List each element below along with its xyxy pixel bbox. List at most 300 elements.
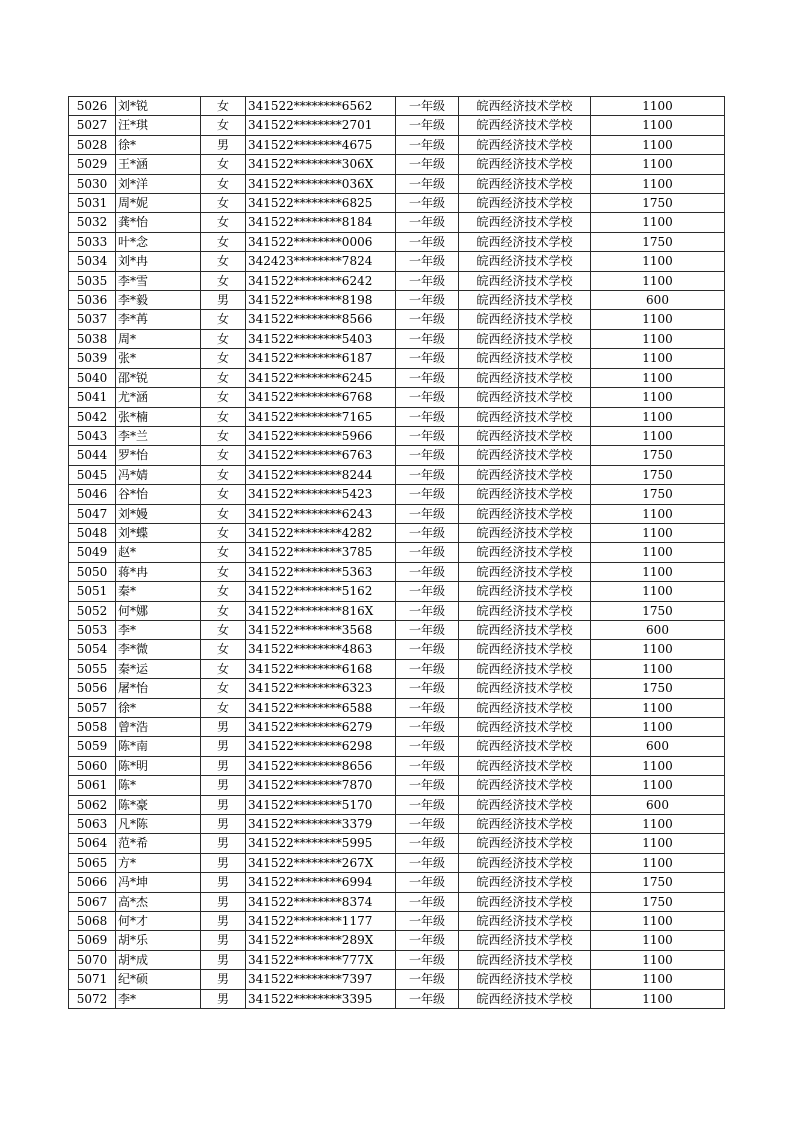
table-row bbox=[69, 970, 725, 989]
cell-gender: 女 bbox=[201, 426, 246, 445]
cell-amount: 1100 bbox=[591, 155, 725, 174]
cell-amount: 1100 bbox=[591, 388, 725, 407]
cell-serial: 5037 bbox=[69, 310, 116, 329]
cell-id-number: 341522********8374 bbox=[246, 892, 396, 911]
cell-amount: 1100 bbox=[591, 543, 725, 562]
cell-serial: 5053 bbox=[69, 620, 116, 639]
cell-name: 曾*浩 bbox=[116, 718, 201, 737]
cell-serial: 5039 bbox=[69, 349, 116, 368]
cell-serial: 5032 bbox=[69, 213, 116, 232]
cell-name: 尤*涵 bbox=[116, 388, 201, 407]
cell-id-number: 341522********2701 bbox=[246, 116, 396, 135]
cell-amount: 1100 bbox=[591, 504, 725, 523]
cell-gender: 女 bbox=[201, 504, 246, 523]
cell-grade: 一年级 bbox=[396, 659, 459, 678]
cell-amount: 1100 bbox=[591, 213, 725, 232]
cell-id-number: 341522********5966 bbox=[246, 426, 396, 445]
cell-id-number: 341522********5423 bbox=[246, 485, 396, 504]
cell-id-number: 341522********6994 bbox=[246, 873, 396, 892]
cell-school: 皖西经济技术学校 bbox=[459, 446, 591, 465]
cell-gender: 男 bbox=[201, 912, 246, 931]
cell-name: 秦* bbox=[116, 582, 201, 601]
cell-id-number: 341522********5995 bbox=[246, 834, 396, 853]
cell-school: 皖西经济技术学校 bbox=[459, 368, 591, 387]
cell-name: 谷*怡 bbox=[116, 485, 201, 504]
cell-id-number: 341522********777X bbox=[246, 950, 396, 969]
cell-serial: 5033 bbox=[69, 232, 116, 251]
cell-school: 皖西经济技术学校 bbox=[459, 310, 591, 329]
cell-id-number: 341522********7397 bbox=[246, 970, 396, 989]
cell-name: 胡*成 bbox=[116, 950, 201, 969]
cell-name: 李* bbox=[116, 620, 201, 639]
cell-name: 汪*琪 bbox=[116, 116, 201, 135]
cell-amount: 1750 bbox=[591, 892, 725, 911]
cell-grade: 一年级 bbox=[396, 349, 459, 368]
table-row bbox=[69, 950, 725, 969]
cell-amount: 1750 bbox=[591, 601, 725, 620]
cell-serial: 5027 bbox=[69, 116, 116, 135]
cell-id-number: 341522********6768 bbox=[246, 388, 396, 407]
table-row bbox=[69, 640, 725, 659]
cell-school: 皖西经济技术学校 bbox=[459, 718, 591, 737]
cell-serial: 5062 bbox=[69, 795, 116, 814]
cell-school: 皖西经济技术学校 bbox=[459, 931, 591, 950]
cell-gender: 男 bbox=[201, 892, 246, 911]
cell-gender: 男 bbox=[201, 291, 246, 310]
cell-school: 皖西经济技术学校 bbox=[459, 795, 591, 814]
cell-school: 皖西经济技术学校 bbox=[459, 523, 591, 542]
cell-name: 赵* bbox=[116, 543, 201, 562]
cell-school: 皖西经济技术学校 bbox=[459, 640, 591, 659]
cell-name: 秦*运 bbox=[116, 659, 201, 678]
cell-amount: 1100 bbox=[591, 931, 725, 950]
cell-school: 皖西经济技术学校 bbox=[459, 485, 591, 504]
cell-amount: 1100 bbox=[591, 310, 725, 329]
cell-gender: 女 bbox=[201, 116, 246, 135]
cell-amount: 1100 bbox=[591, 97, 725, 116]
table-row bbox=[69, 116, 725, 135]
cell-amount: 1100 bbox=[591, 698, 725, 717]
cell-id-number: 341522********6243 bbox=[246, 504, 396, 523]
cell-school: 皖西经济技术学校 bbox=[459, 679, 591, 698]
cell-school: 皖西经济技术学校 bbox=[459, 174, 591, 193]
cell-serial: 5059 bbox=[69, 737, 116, 756]
cell-name: 凡*陈 bbox=[116, 815, 201, 834]
cell-school: 皖西经济技术学校 bbox=[459, 912, 591, 931]
table-row bbox=[69, 698, 725, 717]
cell-name: 周*妮 bbox=[116, 194, 201, 213]
cell-amount: 1100 bbox=[591, 815, 725, 834]
table-row bbox=[69, 291, 725, 310]
cell-grade: 一年级 bbox=[396, 485, 459, 504]
cell-gender: 女 bbox=[201, 310, 246, 329]
cell-id-number: 341522********1177 bbox=[246, 912, 396, 931]
table-row bbox=[69, 679, 725, 698]
cell-gender: 女 bbox=[201, 174, 246, 193]
cell-name: 叶*念 bbox=[116, 232, 201, 251]
cell-id-number: 341522********6588 bbox=[246, 698, 396, 717]
cell-school: 皖西经济技术学校 bbox=[459, 853, 591, 872]
cell-gender: 男 bbox=[201, 718, 246, 737]
cell-name: 徐* bbox=[116, 135, 201, 154]
table-row bbox=[69, 737, 725, 756]
cell-gender: 男 bbox=[201, 970, 246, 989]
cell-name: 纪*硕 bbox=[116, 970, 201, 989]
cell-grade: 一年级 bbox=[396, 252, 459, 271]
cell-amount: 1100 bbox=[591, 135, 725, 154]
cell-serial: 5036 bbox=[69, 291, 116, 310]
cell-serial: 5066 bbox=[69, 873, 116, 892]
cell-name: 何*娜 bbox=[116, 601, 201, 620]
cell-gender: 女 bbox=[201, 640, 246, 659]
cell-school: 皖西经济技术学校 bbox=[459, 232, 591, 251]
table-row bbox=[69, 388, 725, 407]
cell-serial: 5046 bbox=[69, 485, 116, 504]
cell-serial: 5029 bbox=[69, 155, 116, 174]
cell-name: 刘*锐 bbox=[116, 97, 201, 116]
cell-gender: 女 bbox=[201, 543, 246, 562]
cell-name: 刘*嫚 bbox=[116, 504, 201, 523]
cell-id-number: 341522********3785 bbox=[246, 543, 396, 562]
cell-grade: 一年级 bbox=[396, 620, 459, 639]
cell-grade: 一年级 bbox=[396, 640, 459, 659]
table-row bbox=[69, 174, 725, 193]
cell-id-number: 341522********6168 bbox=[246, 659, 396, 678]
table-row bbox=[69, 97, 725, 116]
cell-amount: 600 bbox=[591, 291, 725, 310]
cell-school: 皖西经济技术学校 bbox=[459, 116, 591, 135]
cell-id-number: 341522********3568 bbox=[246, 620, 396, 639]
cell-id-number: 341522********8198 bbox=[246, 291, 396, 310]
cell-gender: 女 bbox=[201, 698, 246, 717]
cell-name: 李*微 bbox=[116, 640, 201, 659]
cell-id-number: 341522********7870 bbox=[246, 776, 396, 795]
cell-serial: 5049 bbox=[69, 543, 116, 562]
cell-gender: 女 bbox=[201, 465, 246, 484]
cell-amount: 1100 bbox=[591, 329, 725, 348]
cell-grade: 一年级 bbox=[396, 931, 459, 950]
table-row bbox=[69, 601, 725, 620]
table-row bbox=[69, 543, 725, 562]
cell-amount: 1100 bbox=[591, 853, 725, 872]
cell-amount: 1100 bbox=[591, 989, 725, 1008]
cell-gender: 男 bbox=[201, 931, 246, 950]
cell-gender: 女 bbox=[201, 679, 246, 698]
cell-name: 龚*怡 bbox=[116, 213, 201, 232]
cell-school: 皖西经济技术学校 bbox=[459, 388, 591, 407]
cell-id-number: 341522********6562 bbox=[246, 97, 396, 116]
cell-serial: 5045 bbox=[69, 465, 116, 484]
cell-id-number: 341522********4863 bbox=[246, 640, 396, 659]
cell-serial: 5044 bbox=[69, 446, 116, 465]
cell-school: 皖西经济技术学校 bbox=[459, 892, 591, 911]
table-row bbox=[69, 620, 725, 639]
cell-grade: 一年级 bbox=[396, 737, 459, 756]
cell-name: 徐* bbox=[116, 698, 201, 717]
cell-id-number: 341522********5403 bbox=[246, 329, 396, 348]
cell-id-number: 341522********5363 bbox=[246, 562, 396, 581]
cell-school: 皖西经济技术学校 bbox=[459, 465, 591, 484]
cell-school: 皖西经济技术学校 bbox=[459, 271, 591, 290]
cell-amount: 1100 bbox=[591, 640, 725, 659]
table-row bbox=[69, 795, 725, 814]
cell-id-number: 341522********8566 bbox=[246, 310, 396, 329]
cell-serial: 5065 bbox=[69, 853, 116, 872]
cell-amount: 1750 bbox=[591, 485, 725, 504]
cell-amount: 600 bbox=[591, 620, 725, 639]
cell-school: 皖西经济技术学校 bbox=[459, 601, 591, 620]
cell-name: 周* bbox=[116, 329, 201, 348]
cell-grade: 一年级 bbox=[396, 970, 459, 989]
table-row bbox=[69, 853, 725, 872]
cell-serial: 5056 bbox=[69, 679, 116, 698]
cell-gender: 女 bbox=[201, 388, 246, 407]
cell-school: 皖西经济技术学校 bbox=[459, 407, 591, 426]
cell-grade: 一年级 bbox=[396, 426, 459, 445]
cell-gender: 女 bbox=[201, 523, 246, 542]
table-row bbox=[69, 194, 725, 213]
cell-name: 邵*锐 bbox=[116, 368, 201, 387]
cell-grade: 一年级 bbox=[396, 271, 459, 290]
cell-name: 陈*豪 bbox=[116, 795, 201, 814]
cell-school: 皖西经济技术学校 bbox=[459, 776, 591, 795]
table-row bbox=[69, 349, 725, 368]
cell-serial: 5063 bbox=[69, 815, 116, 834]
cell-id-number: 341522********6825 bbox=[246, 194, 396, 213]
cell-id-number: 341522********6323 bbox=[246, 679, 396, 698]
cell-name: 李*雪 bbox=[116, 271, 201, 290]
cell-name: 胡*乐 bbox=[116, 931, 201, 950]
cell-grade: 一年级 bbox=[396, 523, 459, 542]
cell-amount: 1100 bbox=[591, 834, 725, 853]
cell-grade: 一年级 bbox=[396, 679, 459, 698]
cell-id-number: 341522********5170 bbox=[246, 795, 396, 814]
table-row bbox=[69, 446, 725, 465]
cell-grade: 一年级 bbox=[396, 232, 459, 251]
cell-serial: 5071 bbox=[69, 970, 116, 989]
cell-amount: 1100 bbox=[591, 718, 725, 737]
cell-amount: 1100 bbox=[591, 659, 725, 678]
cell-amount: 1100 bbox=[591, 776, 725, 795]
cell-grade: 一年级 bbox=[396, 718, 459, 737]
cell-name: 张* bbox=[116, 349, 201, 368]
cell-name: 陈* bbox=[116, 776, 201, 795]
cell-id-number: 341522********267X bbox=[246, 853, 396, 872]
cell-serial: 5051 bbox=[69, 582, 116, 601]
table-row bbox=[69, 892, 725, 911]
cell-name: 陈*明 bbox=[116, 756, 201, 775]
cell-serial: 5060 bbox=[69, 756, 116, 775]
cell-grade: 一年级 bbox=[396, 795, 459, 814]
cell-name: 李*毅 bbox=[116, 291, 201, 310]
cell-name: 李* bbox=[116, 989, 201, 1008]
cell-serial: 5028 bbox=[69, 135, 116, 154]
cell-grade: 一年级 bbox=[396, 815, 459, 834]
cell-grade: 一年级 bbox=[396, 892, 459, 911]
cell-gender: 男 bbox=[201, 776, 246, 795]
cell-serial: 5042 bbox=[69, 407, 116, 426]
cell-school: 皖西经济技术学校 bbox=[459, 659, 591, 678]
cell-school: 皖西经济技术学校 bbox=[459, 562, 591, 581]
cell-grade: 一年级 bbox=[396, 388, 459, 407]
cell-name: 冯*婧 bbox=[116, 465, 201, 484]
table-row bbox=[69, 485, 725, 504]
cell-name: 蒋*冉 bbox=[116, 562, 201, 581]
cell-id-number: 341522********8184 bbox=[246, 213, 396, 232]
cell-id-number: 341522********6298 bbox=[246, 737, 396, 756]
cell-school: 皖西经济技术学校 bbox=[459, 329, 591, 348]
cell-serial: 5030 bbox=[69, 174, 116, 193]
table-row bbox=[69, 155, 725, 174]
cell-serial: 5048 bbox=[69, 523, 116, 542]
cell-school: 皖西经济技术学校 bbox=[459, 970, 591, 989]
cell-id-number: 341522********8244 bbox=[246, 465, 396, 484]
cell-school: 皖西经济技术学校 bbox=[459, 135, 591, 154]
cell-grade: 一年级 bbox=[396, 504, 459, 523]
table-row bbox=[69, 912, 725, 931]
cell-school: 皖西经济技术学校 bbox=[459, 543, 591, 562]
cell-serial: 5031 bbox=[69, 194, 116, 213]
cell-school: 皖西经济技术学校 bbox=[459, 756, 591, 775]
table-row bbox=[69, 562, 725, 581]
cell-serial: 5035 bbox=[69, 271, 116, 290]
table-row bbox=[69, 504, 725, 523]
cell-id-number: 342423********7824 bbox=[246, 252, 396, 271]
table-row bbox=[69, 718, 725, 737]
cell-gender: 女 bbox=[201, 213, 246, 232]
table-row bbox=[69, 465, 725, 484]
cell-name: 刘*洋 bbox=[116, 174, 201, 193]
cell-id-number: 341522********5162 bbox=[246, 582, 396, 601]
cell-school: 皖西经济技术学校 bbox=[459, 737, 591, 756]
cell-grade: 一年级 bbox=[396, 194, 459, 213]
cell-serial: 5061 bbox=[69, 776, 116, 795]
cell-id-number: 341522********4675 bbox=[246, 135, 396, 154]
cell-serial: 5069 bbox=[69, 931, 116, 950]
cell-serial: 5070 bbox=[69, 950, 116, 969]
table-row bbox=[69, 815, 725, 834]
cell-amount: 1100 bbox=[591, 562, 725, 581]
cell-gender: 女 bbox=[201, 194, 246, 213]
cell-name: 何*才 bbox=[116, 912, 201, 931]
cell-grade: 一年级 bbox=[396, 291, 459, 310]
cell-gender: 女 bbox=[201, 368, 246, 387]
cell-school: 皖西经济技术学校 bbox=[459, 426, 591, 445]
cell-name: 屠*怡 bbox=[116, 679, 201, 698]
cell-amount: 1750 bbox=[591, 873, 725, 892]
cell-amount: 600 bbox=[591, 795, 725, 814]
table-row bbox=[69, 252, 725, 271]
cell-gender: 男 bbox=[201, 873, 246, 892]
cell-grade: 一年级 bbox=[396, 873, 459, 892]
cell-gender: 男 bbox=[201, 756, 246, 775]
cell-school: 皖西经济技术学校 bbox=[459, 155, 591, 174]
cell-id-number: 341522********6279 bbox=[246, 718, 396, 737]
cell-gender: 女 bbox=[201, 620, 246, 639]
cell-school: 皖西经济技术学校 bbox=[459, 815, 591, 834]
cell-gender: 女 bbox=[201, 271, 246, 290]
cell-serial: 5068 bbox=[69, 912, 116, 931]
cell-serial: 5026 bbox=[69, 97, 116, 116]
cell-serial: 5067 bbox=[69, 892, 116, 911]
cell-grade: 一年级 bbox=[396, 97, 459, 116]
cell-gender: 女 bbox=[201, 659, 246, 678]
cell-school: 皖西经济技术学校 bbox=[459, 620, 591, 639]
cell-gender: 女 bbox=[201, 349, 246, 368]
cell-id-number: 341522********816X bbox=[246, 601, 396, 620]
cell-gender: 男 bbox=[201, 815, 246, 834]
cell-gender: 女 bbox=[201, 232, 246, 251]
cell-amount: 1750 bbox=[591, 194, 725, 213]
cell-grade: 一年级 bbox=[396, 776, 459, 795]
table-row bbox=[69, 271, 725, 290]
cell-id-number: 341522********8656 bbox=[246, 756, 396, 775]
cell-grade: 一年级 bbox=[396, 756, 459, 775]
cell-name: 方* bbox=[116, 853, 201, 872]
cell-amount: 1100 bbox=[591, 271, 725, 290]
cell-gender: 女 bbox=[201, 446, 246, 465]
table-body bbox=[69, 97, 725, 1009]
cell-name: 王*涵 bbox=[116, 155, 201, 174]
cell-id-number: 341522********0006 bbox=[246, 232, 396, 251]
cell-grade: 一年级 bbox=[396, 853, 459, 872]
cell-grade: 一年级 bbox=[396, 834, 459, 853]
cell-name: 刘*冉 bbox=[116, 252, 201, 271]
cell-gender: 女 bbox=[201, 329, 246, 348]
cell-school: 皖西经济技术学校 bbox=[459, 252, 591, 271]
cell-grade: 一年级 bbox=[396, 912, 459, 931]
cell-grade: 一年级 bbox=[396, 213, 459, 232]
cell-name: 张*楠 bbox=[116, 407, 201, 426]
cell-serial: 5055 bbox=[69, 659, 116, 678]
cell-id-number: 341522********306X bbox=[246, 155, 396, 174]
table-row bbox=[69, 310, 725, 329]
cell-gender: 男 bbox=[201, 950, 246, 969]
table-row bbox=[69, 135, 725, 154]
cell-grade: 一年级 bbox=[396, 116, 459, 135]
cell-gender: 女 bbox=[201, 407, 246, 426]
cell-id-number: 341522********7165 bbox=[246, 407, 396, 426]
table-row bbox=[69, 329, 725, 348]
table-row bbox=[69, 582, 725, 601]
cell-gender: 男 bbox=[201, 135, 246, 154]
cell-grade: 一年级 bbox=[396, 582, 459, 601]
cell-amount: 1100 bbox=[591, 407, 725, 426]
cell-school: 皖西经济技术学校 bbox=[459, 504, 591, 523]
cell-amount: 1100 bbox=[591, 252, 725, 271]
cell-amount: 1100 bbox=[591, 582, 725, 601]
cell-id-number: 341522********6763 bbox=[246, 446, 396, 465]
cell-name: 高*杰 bbox=[116, 892, 201, 911]
cell-amount: 1750 bbox=[591, 465, 725, 484]
cell-serial: 5052 bbox=[69, 601, 116, 620]
cell-gender: 男 bbox=[201, 853, 246, 872]
cell-school: 皖西经济技术学校 bbox=[459, 582, 591, 601]
table-row bbox=[69, 407, 725, 426]
cell-school: 皖西经济技术学校 bbox=[459, 349, 591, 368]
table-row bbox=[69, 213, 725, 232]
cell-amount: 600 bbox=[591, 737, 725, 756]
cell-serial: 5034 bbox=[69, 252, 116, 271]
cell-school: 皖西经济技术学校 bbox=[459, 989, 591, 1008]
cell-name: 罗*怡 bbox=[116, 446, 201, 465]
cell-school: 皖西经济技术学校 bbox=[459, 834, 591, 853]
table-row bbox=[69, 232, 725, 251]
cell-gender: 女 bbox=[201, 601, 246, 620]
cell-id-number: 341522********6245 bbox=[246, 368, 396, 387]
cell-school: 皖西经济技术学校 bbox=[459, 213, 591, 232]
cell-gender: 男 bbox=[201, 989, 246, 1008]
